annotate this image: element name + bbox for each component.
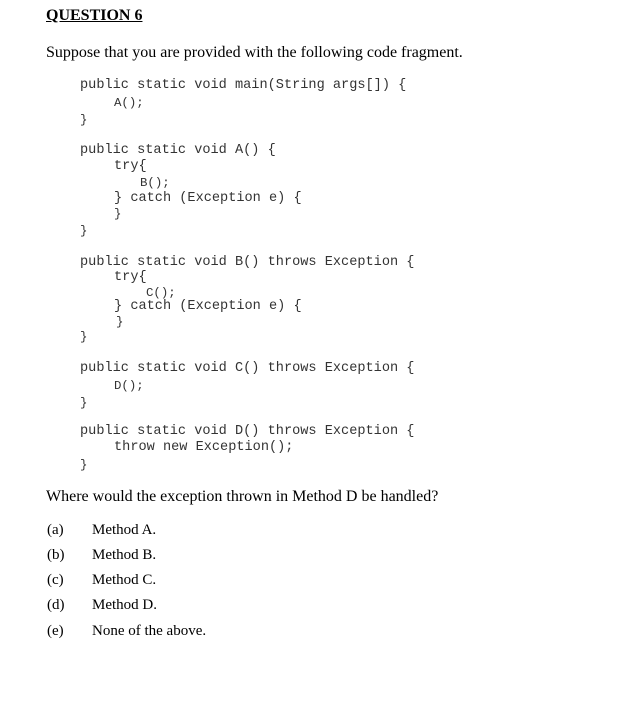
method-b-catch: } catch (Exception e) {	[114, 299, 302, 314]
main-signature: public static void main(String args[]) {	[80, 78, 407, 93]
method-c-close-brace: }	[80, 396, 88, 410]
option-text: Method D.	[92, 597, 157, 613]
method-b-catch-close: }	[116, 315, 124, 329]
method-b-signature: public static void B() throws Exception {	[80, 255, 415, 270]
option-letter: (d)	[47, 597, 65, 613]
option-letter: (c)	[47, 572, 64, 588]
method-a-call: B();	[140, 176, 170, 190]
method-b-call: C();	[146, 286, 176, 300]
method-c-call: D();	[114, 379, 144, 393]
option-text: None of the above.	[92, 623, 207, 639]
option-text: Method B.	[92, 547, 157, 563]
method-a-close-brace: }	[80, 224, 88, 238]
option-letter: (b)	[47, 547, 65, 563]
method-d-signature: public static void D() throws Exception {	[80, 424, 415, 439]
intro-text: Suppose that you are provided with the following code fragment.	[46, 44, 463, 61]
option-letter: (a)	[47, 522, 64, 538]
method-a-try: try{	[114, 159, 147, 174]
option-text: Method C.	[92, 572, 157, 588]
method-d-close-brace: }	[80, 458, 88, 472]
option-text: Method A.	[92, 522, 157, 538]
method-a-catch-close: }	[114, 207, 122, 221]
question-text: Where would the exception thrown in Method D be handled?	[46, 488, 439, 505]
option-letter: (e)	[47, 623, 64, 639]
question-heading: QUESTION 6	[46, 7, 143, 24]
main-call: A();	[114, 96, 144, 110]
method-d-throw: throw new Exception();	[114, 440, 294, 455]
method-b-try: try{	[114, 270, 147, 285]
method-c-signature: public static void C() throws Exception {	[80, 361, 415, 376]
main-close-brace: }	[80, 113, 88, 127]
method-a-catch: } catch (Exception e) {	[114, 191, 302, 206]
method-b-close-brace: }	[80, 330, 88, 344]
method-a-signature: public static void A() {	[80, 143, 276, 158]
